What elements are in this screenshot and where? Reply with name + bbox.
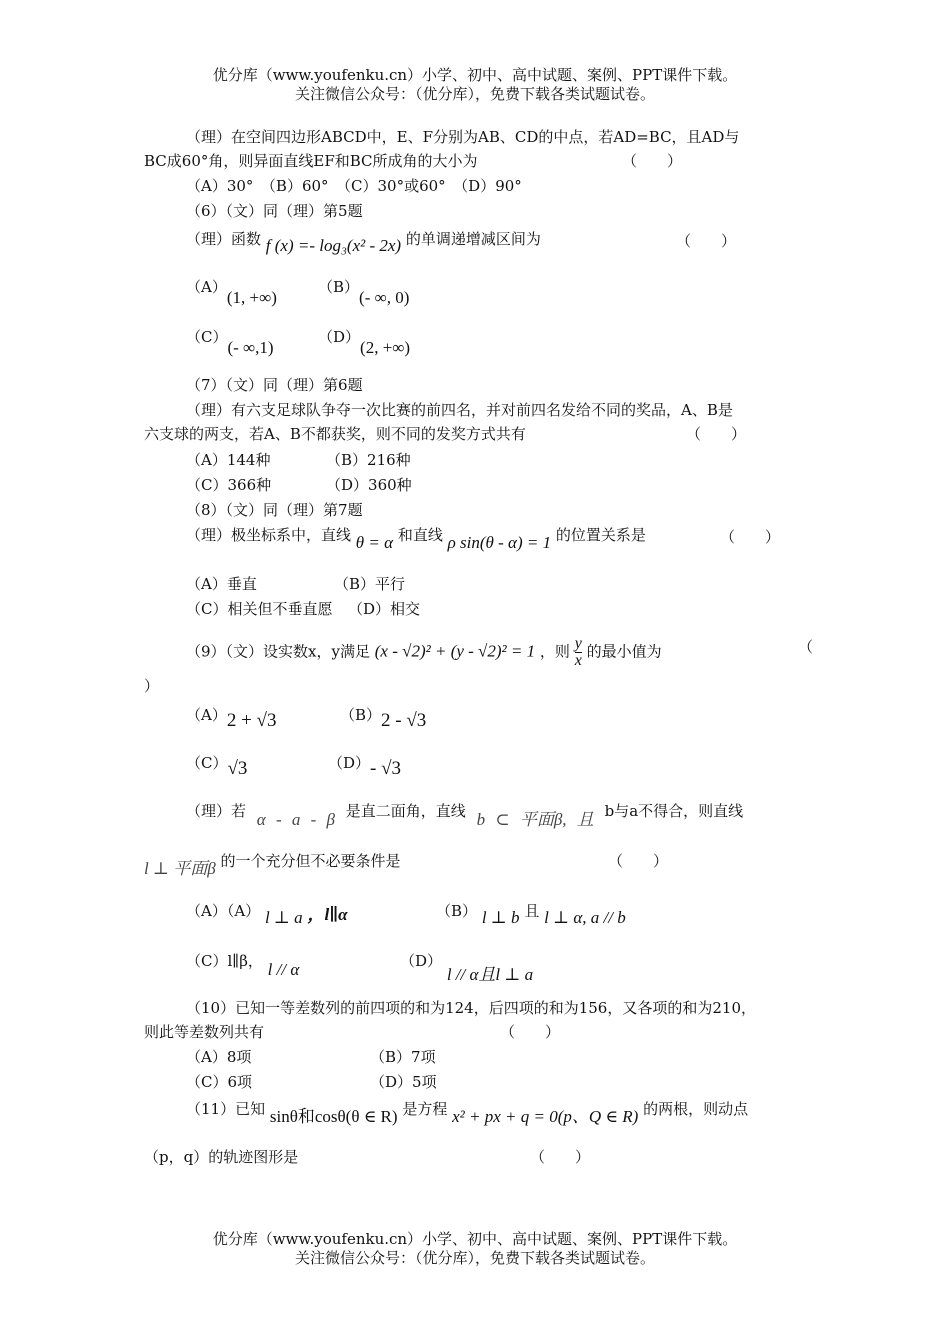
q8-li-suffix: 的位置关系是 <box>555 526 646 544</box>
q9-option-c-value: √3 <box>227 758 248 779</box>
q5-li-line1: （理）在空间四边形ABCD中，E、F分别为AB、CD的中点，若AD=BC，且AD与 <box>186 128 740 146</box>
q7-li-line1: （理）有六支足球队争夺一次比赛的前四名，并对前四名发给不同的奖品，A、B是 <box>186 401 733 419</box>
q6-li-prefix: （理）函数 <box>186 230 262 248</box>
q8-li-formula2: ρ sin(θ - α) = 1 <box>447 533 552 552</box>
q9-option-c <box>186 752 247 780</box>
q9-paren-close: ） <box>144 677 160 695</box>
q6-option-d <box>318 326 410 358</box>
q11-line1 <box>186 1098 749 1126</box>
q11-formula2: x² + px + q = 0(p、Q ∈ R) <box>452 1107 639 1126</box>
q9-option-a-label: （A） <box>186 706 227 724</box>
q6-option-d-value: (2, +∞) <box>360 338 411 357</box>
q6-li-suffix: 的单调递增减区间为 <box>405 230 541 248</box>
q6-option-a-value: (1, +∞) <box>226 288 277 307</box>
q10-option-d: （D）5项 <box>370 1073 437 1091</box>
q9-fraction-numerator: y <box>574 635 582 652</box>
q8-option-b: （B）平行 <box>334 575 406 593</box>
q7-answer-paren: （ ） <box>686 425 747 443</box>
q9-li-mid2: b与a不得合，则直线 <box>604 802 744 820</box>
q9-li-option-b-value1: l ⊥ b <box>481 908 520 927</box>
q8-option-a: （A）垂直 <box>186 575 257 593</box>
q6-option-b <box>318 276 409 308</box>
q9-li-option-b <box>436 900 626 928</box>
q10-option-c: （C）6项 <box>186 1073 253 1091</box>
q9-li-option-b-mid: 且 <box>524 902 540 920</box>
q9-li-option-a-extra: ，l∥α <box>307 905 348 924</box>
q9-li-formula3: l ⊥ 平面β <box>144 859 216 878</box>
q7-wen: （7）（文）同（理）第6题 <box>186 376 363 394</box>
header-line-1: 优分库（www.youfenku.cn）小学、初中、高中试题、案例、PPT课件下载。 <box>212 66 738 84</box>
q9-option-b-value: 2 - √3 <box>381 710 427 731</box>
q5-li-line2: BC成60°角，则异面直线EF和BC所成角的大小为 <box>144 152 478 170</box>
q9-wen-mid: ，则 <box>539 642 570 661</box>
q7-option-c: （C）366种 <box>186 476 272 494</box>
q9-li-prefix: （理）若 <box>186 802 247 820</box>
q10-line2: 则此等差数列共有 <box>144 1023 265 1041</box>
q6-li-formula: f (x) =- log₃(x² - 2x) <box>265 236 402 255</box>
footer-line-2: 关注微信公众号：（优分库），免费下载各类试题试卷。 <box>294 1249 655 1267</box>
q6-option-c <box>186 326 274 358</box>
page-header <box>0 66 950 104</box>
q7-option-b: （B）216种 <box>326 451 411 469</box>
q9-option-d-value: - √3 <box>370 758 402 779</box>
page-footer <box>0 1230 950 1268</box>
q9-fraction <box>575 636 582 669</box>
q11-answer-paren: （ ） <box>530 1148 591 1166</box>
q6-option-c-value: (- ∞,1) <box>227 338 274 357</box>
q6-option-b-value: (- ∞, 0) <box>359 288 410 307</box>
q11-formula1: sinθ和cosθ(θ ∈ R) <box>269 1107 398 1126</box>
q6-answer-paren: （ ） <box>676 232 737 250</box>
q7-option-a: （A）144种 <box>186 451 271 469</box>
q10-line1: （10）已知一等差数列的前四项的和为124，后四项的和为156，又各项的和为210， <box>186 999 756 1017</box>
q6-option-a <box>186 276 277 308</box>
q9-option-d <box>328 752 401 780</box>
q9-paren-open: （ <box>798 638 814 656</box>
q7-option-d: （D）360种 <box>326 476 412 494</box>
footer-line-1: 优分库（www.youfenku.cn）小学、初中、高中试题、案例、PPT课件下载。 <box>212 1230 738 1248</box>
q9-option-d-label: （D） <box>328 754 371 772</box>
q6-li-line <box>186 228 541 255</box>
q9-wen-line <box>186 636 662 669</box>
q7-li-line2: 六支球的两支，若A、B不都获奖，则不同的发奖方式共有 <box>144 425 526 443</box>
q9-li-option-b-value2: l ⊥ α, a // b <box>544 908 626 927</box>
q8-li-prefix: （理）极坐标系中，直线 <box>186 526 352 544</box>
q8-li-formula1: θ = α <box>355 533 394 552</box>
q9-option-b-label: （B） <box>340 706 382 724</box>
header-line-2: 关注微信公众号：（优分库），免费下载各类试题试卷。 <box>294 85 655 103</box>
q9-li-mid1: 是直二面角，直线 <box>345 802 466 820</box>
q9-li-option-c-value: l // α <box>267 960 300 979</box>
q9-li-option-d <box>400 950 533 985</box>
q9-li-option-d-label: （D） <box>400 952 443 970</box>
q9-li-answer-paren: （ ） <box>608 852 669 870</box>
q6-wen: （6）（文）同（理）第5题 <box>186 202 363 220</box>
q9-li-option-c <box>186 950 299 980</box>
q5-answer-paren: （ ） <box>622 152 683 170</box>
q9-wen-formula: (x - √2)² + (y - √2)² = 1 <box>374 641 536 661</box>
q9-li-option-d-value: l // α且l ⊥ a <box>446 965 534 984</box>
q9-li-line1 <box>186 800 744 829</box>
q8-li-line <box>186 524 646 552</box>
q9-li-option-a-value: l ⊥ a <box>264 908 303 927</box>
q6-option-d-label: （D） <box>318 328 361 346</box>
q9-wen-suffix: 的最小值为 <box>586 642 662 661</box>
q9-li-line2 <box>144 850 401 878</box>
q9-option-b <box>340 704 426 732</box>
q11-prefix: （11）已知 <box>186 1100 266 1118</box>
q9-li-option-a-label: （A）（A） <box>186 902 261 920</box>
q10-answer-paren: （ ） <box>500 1023 561 1041</box>
q9-li-suffix: 的一个充分但不必要条件是 <box>220 852 401 870</box>
q11-suffix: 的两根，则动点 <box>643 1100 749 1118</box>
q6-option-b-label: （B） <box>318 278 360 296</box>
q9-li-formula1: α - a - β <box>256 810 336 829</box>
q9-wen-prefix: （9）（文）设实数x，y满足 <box>186 642 370 661</box>
q10-option-b: （B）7项 <box>370 1048 436 1066</box>
q10-option-a: （A）8项 <box>186 1048 252 1066</box>
q11-line2: （p，q）的轨迹图形是 <box>144 1148 299 1166</box>
q9-option-c-label: （C） <box>186 754 228 772</box>
q9-li-option-b-label: （B） <box>436 902 478 920</box>
q11-mid: 是方程 <box>402 1100 448 1118</box>
q9-option-a <box>186 704 277 732</box>
q8-answer-paren: （ ） <box>720 528 781 546</box>
q8-option-d: （D）相交 <box>348 600 421 618</box>
q5-options: （A）30° （B）60° （C）30°或60° （D）90° <box>186 177 522 195</box>
q9-option-a-value: 2 + √3 <box>226 710 277 731</box>
q8-option-c: （C）相关但不垂直愿 <box>186 600 333 618</box>
q9-fraction-denominator: x <box>574 652 582 669</box>
q9-li-formula2: b ⊂ 平面β, 且 <box>476 810 594 829</box>
q6-option-a-label: （A） <box>186 278 227 296</box>
q6-option-c-label: （C） <box>186 328 228 346</box>
q9-li-option-c-label: （C）l∥β， <box>186 952 263 970</box>
q9-li-option-a <box>186 900 348 928</box>
q8-wen: （8）（文）同（理）第7题 <box>186 501 363 519</box>
q8-li-mid: 和直线 <box>397 526 443 544</box>
